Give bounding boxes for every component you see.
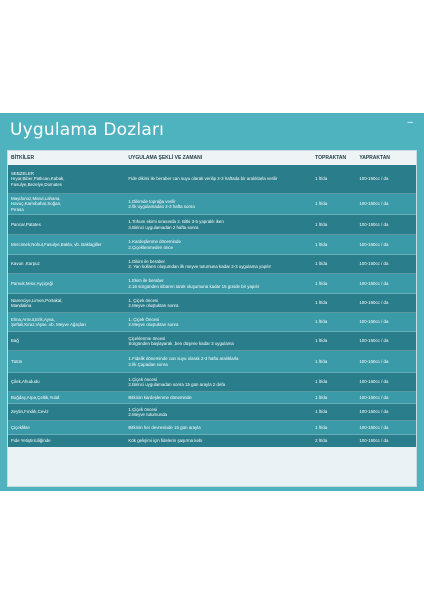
method-line: 2.Meyve oluştuktan sonra <box>128 322 179 327</box>
plant-cell <box>8 404 125 421</box>
plant-name: Zeytin,Fındık,Ceviz <box>11 409 49 415</box>
plant-cell <box>8 332 125 351</box>
soil-dose-cell: 1 lt/da <box>312 215 356 235</box>
method-cell <box>125 194 312 215</box>
method-line: 1.Tohum ekimi sırasında 2. Bitki 3-5 yapraklı iken <box>128 219 224 224</box>
soil-dose-cell: 1 lt/da <box>312 235 356 255</box>
soil-dose-cell: 1 lt/da <box>312 421 356 435</box>
method-cell <box>125 373 312 392</box>
table-header-row <box>8 151 416 165</box>
plant-name: Çilek,Ahududu <box>11 379 40 385</box>
leaf-dose-cell: 100-150cc / da <box>356 255 416 274</box>
method-line: 1.Dikim ile beraber <box>128 258 166 264</box>
plant-name: Maydonoz,Marul,Lahana, <box>11 195 61 201</box>
plant-cell <box>8 165 125 194</box>
method-line: 2.Meyve tutumunda <box>128 412 167 417</box>
leaf-dose-cell: 100-150cc / da <box>356 194 416 215</box>
leaf-dose-cell: 100-150cc / da <box>356 165 416 194</box>
plant-name: Pancar,Patates <box>11 221 41 227</box>
soil-dose-cell: 1 lt/da <box>312 165 356 194</box>
table-row <box>8 294 416 313</box>
dosage-table-frame <box>7 150 417 487</box>
column-header-soil: TOPRAKTAN <box>312 151 356 165</box>
leaf-dose-cell: 100-150cc / da <box>356 351 416 373</box>
method-line: 1.Ekim ile beraber <box>128 278 164 283</box>
method-line: 1. Çiçek öncesi <box>128 297 159 303</box>
plant-name: Bağ <box>11 338 19 344</box>
method-line: 2.İlk uygulamadan 2-3 hafta sonra <box>128 204 195 209</box>
method-cell <box>125 313 312 332</box>
soil-dose-cell: 1 lt/da <box>312 373 356 392</box>
plant-cell <box>8 392 125 404</box>
method-cell <box>125 274 312 294</box>
plant-cell <box>8 351 125 373</box>
table-row <box>8 215 416 235</box>
leaf-dose-cell: 100-150cc / da <box>356 392 416 404</box>
leaf-dose-cell: 100-150cc / da <box>356 421 416 435</box>
column-header-method: UYGULAMA ŞEKLİ VE ZAMANI <box>125 151 312 165</box>
soil-dose-cell: 1 lt/da <box>312 404 356 421</box>
method-cell <box>125 255 312 274</box>
plant-name: Buğday,Arpa,Çeltik,Yulaf <box>11 394 60 400</box>
plant-name: Mandalina <box>11 303 32 308</box>
soil-dose-cell: 1 lt/da <box>312 274 356 294</box>
plant-name: Narenciye,Limon,Portakal, <box>11 297 63 303</box>
column-header-leaf: YAPRAKTAN <box>356 151 416 165</box>
table-row <box>8 392 416 404</box>
plant-cell <box>8 373 125 392</box>
method-line: 2.Birinci uygulamadan sonra 15 gün arayla 2 defa <box>128 382 226 387</box>
soil-dose-cell: 1 lt/da <box>312 255 356 274</box>
method-cell <box>125 404 312 421</box>
soil-dose-cell: 2 lt/da <box>312 435 356 447</box>
table-row <box>8 165 416 194</box>
leaf-dose-cell: 100-150cc / da <box>356 332 416 351</box>
method-line: Kök gelişimi için fidelerin şaşırma kebi <box>128 438 203 443</box>
method-line: Sürgünden başlayarak ,ben düşene kadar 3 uygulama <box>128 341 234 346</box>
table-row <box>8 435 416 447</box>
method-line: 2.16 sürgünden itibaren tarak oluşumuna kadar 15 günde bir yapılır <box>128 283 260 289</box>
plant-name: SEBZELER <box>11 170 34 176</box>
soil-dose-cell: 1 lt/da <box>312 332 356 351</box>
method-cell <box>125 332 312 351</box>
table-row <box>8 404 416 421</box>
soil-dose-cell: 1 lt/da <box>312 194 356 215</box>
method-line: 2.Meyve oluştuktan sonra <box>128 303 179 308</box>
leaf-dose-cell: 100-150cc / da <box>356 274 416 294</box>
table-row <box>8 274 416 294</box>
method-line: 1.Kardeşlenme döneminde <box>128 239 181 244</box>
plant-name: Pırasa <box>11 206 24 212</box>
plant-name: Mercimek,Nohut,Fasulye,Bakla, vb. Baklagiller <box>11 241 102 247</box>
table-row <box>8 351 416 373</box>
soil-dose-cell: 1 lt/da <box>312 392 356 404</box>
plant-cell <box>8 274 125 294</box>
leaf-dose-cell: 100-150cc / da <box>356 235 416 255</box>
plant-name: Elma,Armut,Erik,Ayva, <box>11 316 55 322</box>
table-row <box>8 332 416 351</box>
table-row <box>8 373 416 392</box>
method-line: Çiçeklenme öncesi <box>128 335 166 341</box>
method-cell <box>125 235 312 255</box>
dosage-table <box>8 151 416 447</box>
plant-name: Havuç,Karnıbahar,Soğan, <box>11 201 62 207</box>
method-line: 3.Birinci uygulamadan 2 hafta sonra <box>128 224 199 230</box>
soil-dose-cell: 1 lt/da <box>312 294 356 313</box>
plant-cell <box>8 294 125 313</box>
method-line: 2. Yan kolların oluşumdan ilk meyve tutumuna kadar 2-3 uygulama yapılır <box>128 264 272 269</box>
leaf-dose-cell: 100-150cc / da <box>356 215 416 235</box>
plant-name: Çiçeklikte <box>11 424 30 430</box>
method-cell <box>125 421 312 435</box>
column-header-plants: BİTKİLER <box>8 151 125 165</box>
table-body <box>8 165 416 447</box>
method-cell <box>125 215 312 235</box>
plant-name: Pamuk,Mısır,Ayçiçeği <box>11 280 53 286</box>
plant-cell <box>8 435 125 447</box>
plant-name: Fide Yetiştiriciliğinde <box>11 438 51 443</box>
method-cell <box>125 351 312 373</box>
table-row <box>8 235 416 255</box>
table-row <box>8 421 416 435</box>
method-cell <box>125 294 312 313</box>
table-row <box>8 313 416 332</box>
method-line: 1.Çiçek öncesi <box>128 406 157 412</box>
table-row <box>8 255 416 274</box>
method-cell <box>125 392 312 404</box>
plant-cell <box>8 235 125 255</box>
method-line: 2.Çiçeklenmeden önce <box>128 244 174 250</box>
method-line: Bitkinin her devresinde 15 gün arayla <box>128 424 201 430</box>
collapse-icon[interactable]: – <box>407 117 413 128</box>
method-line: 1. Çiçek Öncesi <box>128 316 160 322</box>
soil-dose-cell: 1 lt/da <box>312 313 356 332</box>
plant-name: Kavun ,Karpuz <box>11 261 40 267</box>
plant-name: Tütün <box>11 358 23 364</box>
leaf-dose-cell: 100-150cc / da <box>356 313 416 332</box>
leaf-dose-cell: 100-150cc / da <box>356 404 416 421</box>
panel-title: Uygulama Dozları <box>10 120 165 140</box>
plant-cell <box>8 255 125 274</box>
method-line: Fide dikimi ile beraber can suyu olarak verilip 2-3 haftada bir aralıklarla verilir <box>128 176 278 182</box>
method-cell <box>125 435 312 447</box>
leaf-dose-cell: 100-150cc / da <box>356 373 416 392</box>
soil-dose-cell: 1 lt/da <box>312 351 356 373</box>
plant-cell <box>8 215 125 235</box>
method-line: 1.Dikimde toprağa verilir <box>128 198 176 204</box>
plant-name: Hıyar,Biber,Patlıcan,Kabak, <box>11 176 65 182</box>
plant-cell <box>8 194 125 215</box>
method-cell <box>125 165 312 194</box>
method-line: 1.Çiçek öncesi <box>128 376 157 382</box>
plant-name: Fasulye,Bezelye,Domates <box>11 181 63 187</box>
leaf-dose-cell: 100-150cc / da <box>356 435 416 447</box>
table-row <box>8 194 416 215</box>
plant-cell <box>8 313 125 332</box>
method-line: 1.Fidelik döneminde can suyu olarak 2-3 hafta aralıklarla <box>128 356 239 361</box>
plant-name: Şeftali,Kiraz,Vişne..vb. Meyve Ağaçları <box>11 322 87 327</box>
method-line: 2.İlk Çapadan sonra <box>128 361 168 367</box>
leaf-dose-cell: 100-150cc / da <box>356 294 416 313</box>
plant-cell <box>8 421 125 435</box>
method-line: Bitkinin kardeşlenme döneminde <box>128 394 192 400</box>
